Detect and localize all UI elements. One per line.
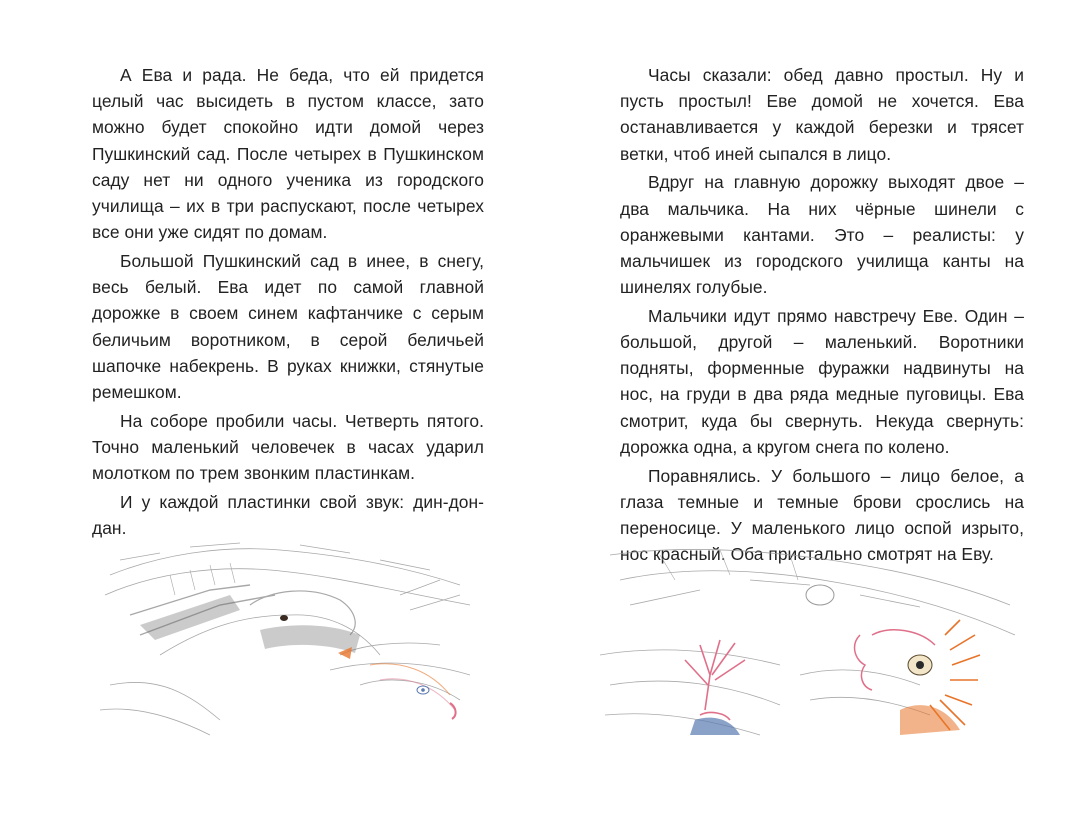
hand-and-face-drawing <box>600 535 1020 740</box>
boys-in-caps-drawing <box>100 535 480 740</box>
paragraph: Поравнялись. У большого – лицо белое, а глаза темные и темные брови срослись на переносице. У маленького лицо оспой изрыто, нос красный. Оба пристально смотрят на Еву. <box>620 465 1024 565</box>
paragraph: Часы сказали: обед давно простыл. Ну и пусть простыл! Еве домой не хочется. Ева останавливается у каждой березки и трясет ветки, чтоб иней сыпался в лицо. <box>620 65 1024 164</box>
paragraph: На соборе пробили часы. Четверть пятого. Точно маленький человечек в часах ударил молотком по трем звонким пластинкам. <box>92 410 484 484</box>
paragraph: Большой Пушкинский сад в инее, в снегу, весь белый. Ева идет по самой главной дорожке в своем синем кафтанчике с серым беличьим воротником, в серой беличьей шапочке набекрень. В руках книжки, стянутые ремешком. <box>92 250 484 402</box>
paragraph: И у каждой пластинки свой звук: дин-дон-дан. <box>92 491 484 538</box>
paragraph: Мальчики идут прямо навстречу Еве. Один – большой, другой – маленький. Воротники подняты, форменные фуражки надвинуты на нос, на груди в два ряда медные пуговицы. Ева смотрит, куда бы свернуть. Некуда свернуть: дорожка одна, а кругом снега по колено. <box>620 305 1024 457</box>
paragraph: А Ева и рада. Не беда, что ей придется целый час высидеть в пустом классе, зато можно будет спокойно идти домой через Пушкинский сад. После четырех в Пушкинском саду нет ни одного ученика из городского училища – их в три распускают, после четырех все они уже сидят по домам. <box>92 65 484 243</box>
right-page-text <box>620 62 1024 570</box>
left-illustration <box>100 535 480 740</box>
paragraph: Вдруг на главную дорожку выходят двое – два мальчика. На них чёрные шинели с оранжевыми кантами. Это – реалисты: у мальчишек из городского училища канты на шинелях голубые. <box>620 172 1024 298</box>
right-page <box>540 0 1080 828</box>
left-page-text <box>92 62 484 544</box>
right-illustration <box>600 535 1020 740</box>
